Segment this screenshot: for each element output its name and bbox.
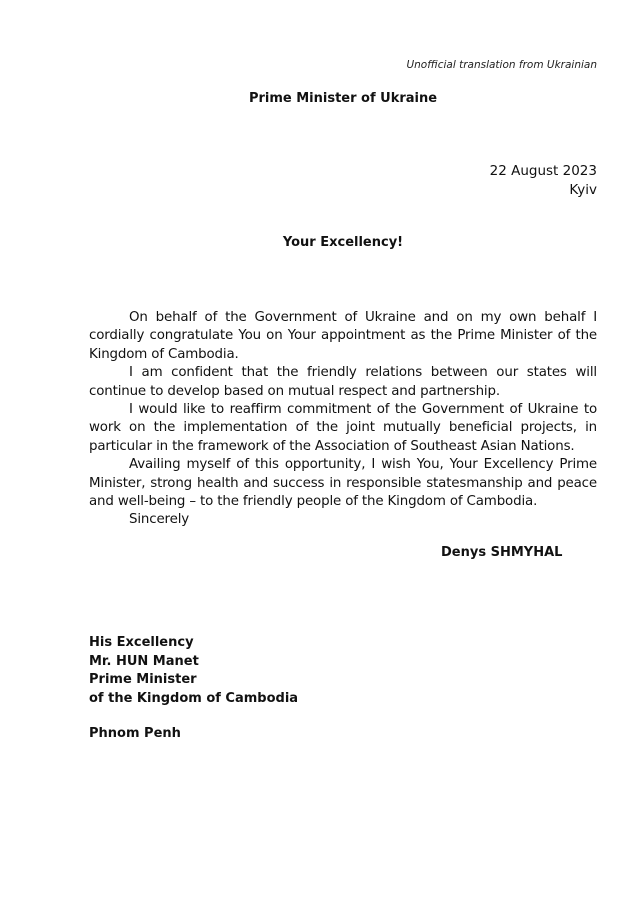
body-paragraph: On behalf of the Government of Ukraine and on my own behalf I cordially congratulate You on Your appointment as the Prime Minister of the Kingdom of Cambodia. — [89, 310, 597, 362]
signatory-name: Denys SHMYHAL — [441, 545, 563, 560]
body-paragraph: I would like to reaffirm commitment of the Government of Ukraine to work on the implementation of the joint mutually beneficial projects, in particular in the framework of the Association of Southeast Asian Nations. — [89, 402, 597, 454]
letter-body — [89, 309, 597, 530]
letter-place: Kyiv — [569, 182, 597, 198]
addressee-line: His Excellency — [89, 635, 194, 650]
date-place-block — [490, 162, 597, 200]
addressee-block — [89, 634, 298, 708]
addressee-line: Prime Minister — [89, 672, 197, 688]
letter-heading: Prime Minister of Ukraine — [248, 91, 438, 106]
addressee-city: Phnom Penh — [89, 726, 181, 741]
salutation: Your Excellency! — [282, 235, 404, 250]
letter-date: 22 August 2023 — [489, 163, 597, 179]
translation-note: Unofficial translation from Ukrainian — [406, 59, 597, 71]
body-paragraph: I am confident that the friendly relations between our states will continue to develop based on mutual respect and partnership. — [89, 365, 597, 399]
addressee-line: Mr. HUN Manet — [89, 653, 199, 669]
addressee-line: of the Kingdom of Cambodia — [89, 690, 299, 706]
closing: Sincerely — [129, 512, 190, 528]
body-paragraph: Availing myself of this opportunity, I wish You, Your Excellency Prime Minister, strong health and success in responsible statesmanship and peace and well-being – to the friendly people of the Kingdom of Cambodia. — [89, 457, 597, 510]
